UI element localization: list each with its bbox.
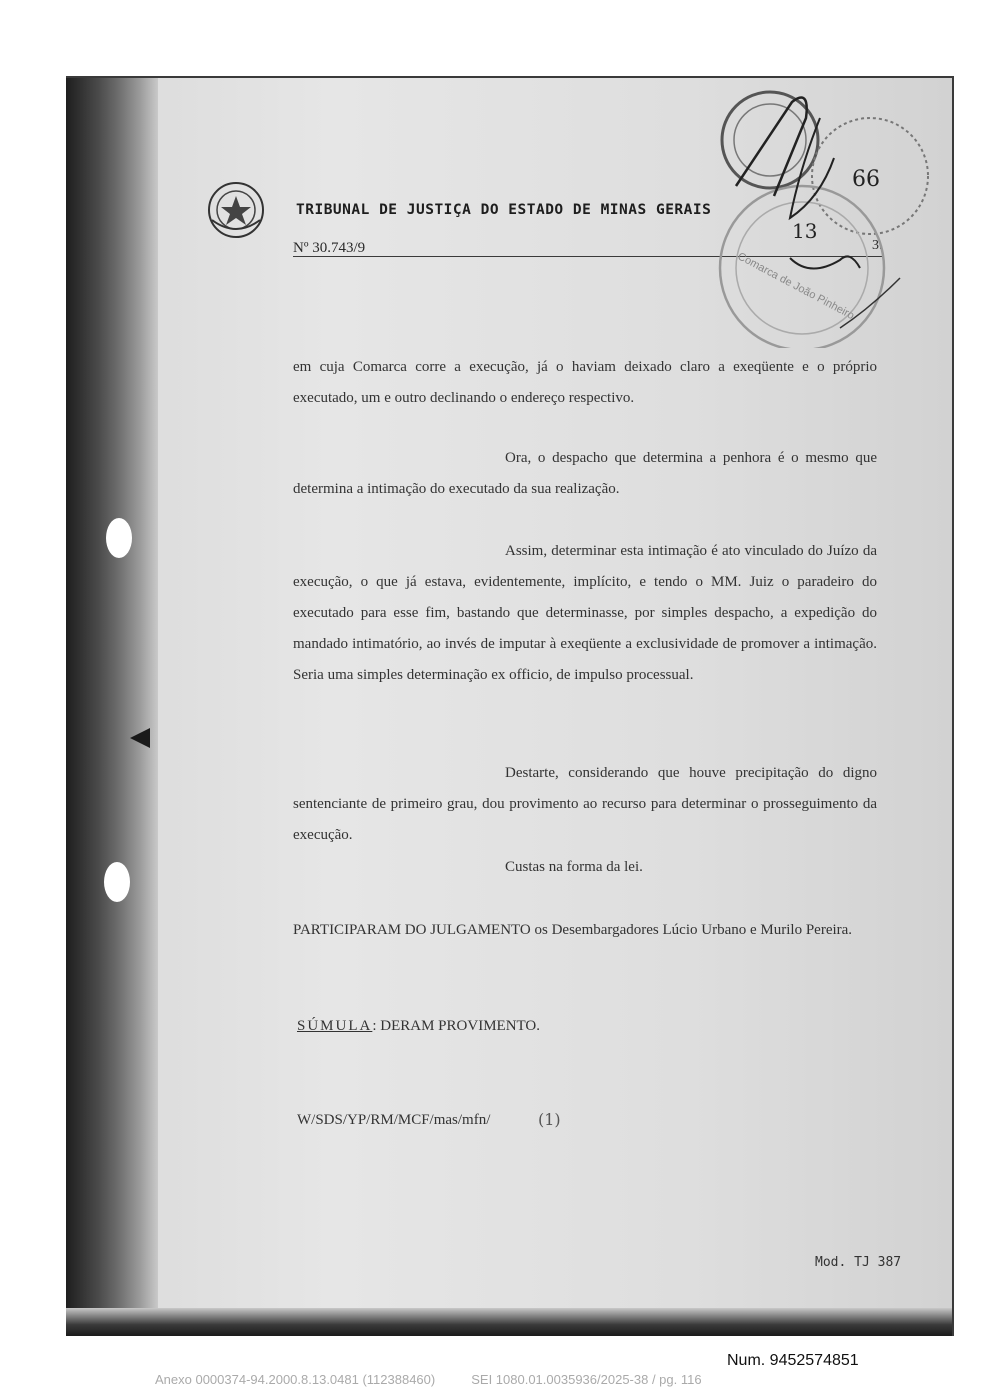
stamp-page-count: 66 [852,167,880,192]
binding-shadow [66,78,158,1336]
participants: PARTICIPARAM DO JULGAMENTO os Desembargadores Lúcio Urbano e Murilo Pereira. [293,922,853,938]
scan-bottom-edge [66,1308,952,1336]
paragraph-4: Destarte, considerando que houve precipitação do digno sentenciante de primeiro grau, dou provimento ao recurso para determinar o prosseguimento da execução. [293,765,877,843]
form-code: Mod. TJ 387 [815,1255,902,1270]
document-id: Num. 9452574851 [727,1352,859,1369]
court-stamps [700,78,940,348]
state-coat-of-arms-icon [206,180,266,240]
footer-annex: Anexo 0000374-94.2000.8.13.0481 (112388460) [155,1372,436,1387]
typist-reference: W/SDS/YP/RM/MCF/mas/mfn/ [297,1112,491,1128]
sumula-text: : DERAM PROVIMENTO. [372,1018,540,1034]
stamp-folio: 13 [792,219,818,243]
punch-hole-top [106,518,132,558]
footer-sei: SEI 1080.01.0035936/2025-38 / pg. 116 [471,1372,702,1387]
punch-hole-bottom [104,862,130,902]
margin-arrow-mark [130,728,150,748]
sumula [297,1018,540,1035]
costs-line: Custas na forma da lei. [505,859,643,875]
paragraph-2: Ora, o despacho que determina a penhora é o mesmo que determina a intimação do executado da sua realização. [293,450,877,497]
paragraph-1: em cuja Comarca corre a execução, já o haviam deixado claro a exeqüente e o próprio executado, um e outro declinando o endereço respectivo. [293,359,877,406]
page-number: 3. [872,238,883,253]
case-number: Nº 30.743/9 [293,240,366,256]
stamp-seal-text: Comarca de João Pinheiro [735,250,857,323]
sumula-label: SÚMULA [297,1018,373,1034]
handwritten-mark: (1) [538,1110,561,1129]
footer [155,1372,702,1387]
paragraph-3: Assim, determinar esta intimação é ato vinculado do Juízo da execução, o que já estava, evidentemente, implícito, e tendo o MM. Juiz o paradeiro do executado para esse fim, bastando que determinasse, por simples despacho, a expedição do mandado intimatório, ao invés de imputar à exeqüente a exclusividade de promover a intimação. Seria uma simples determinação ex officio, de impulso processual. [293,543,877,683]
court-name: TRIBUNAL DE JUSTIÇA DO ESTADO DE MINAS GERAIS [296,202,712,218]
